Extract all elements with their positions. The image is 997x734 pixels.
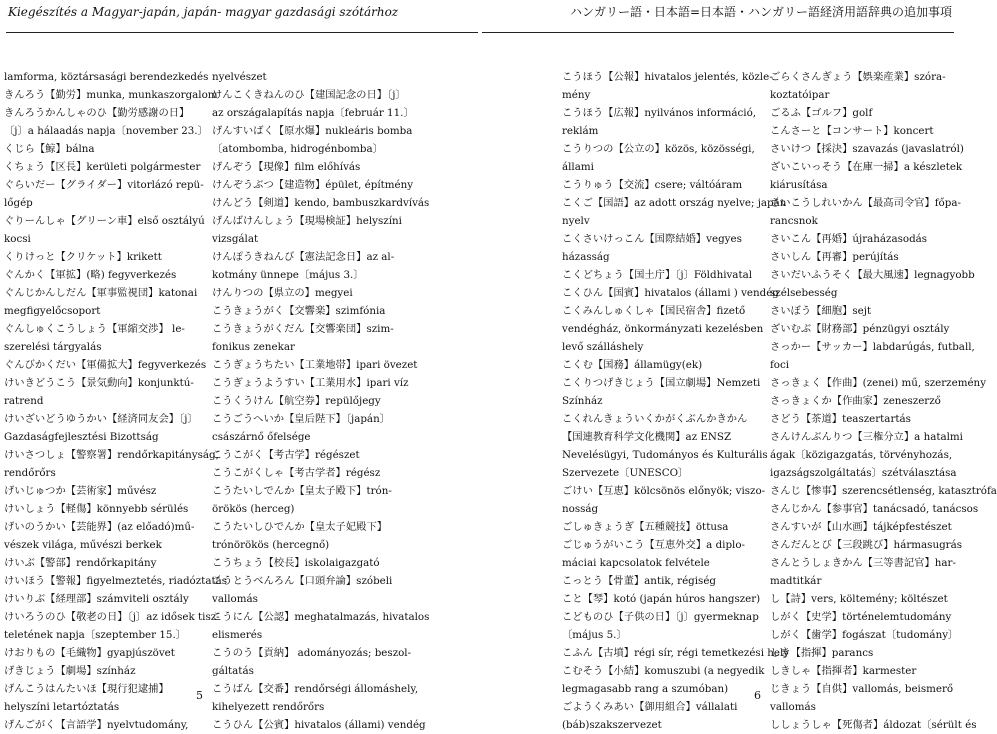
dictionary-line: こくむ【国務】államügy(ek) [562, 359, 703, 371]
dictionary-line: szélsebesség [770, 287, 838, 299]
dictionary-line: trónörökös (hercegnő) [212, 539, 330, 551]
dictionary-line: igazságszolgáltatás〕szétválasztása [770, 467, 957, 479]
dictionary-line: こうきょうがく【交響楽】szimfónia [212, 305, 386, 317]
dictionary-line: こうたいしひでんか【皇太子妃殿下】 [212, 521, 388, 533]
dictionary-line: さんけんぶんりつ【三権分立】a hatalmi [770, 431, 963, 443]
dictionary-line: けいぶ【警部】rendőrkapitány [4, 557, 157, 569]
dictionary-line: こうにん【公認】meghatalmazás, hivatalos [212, 611, 430, 623]
dictionary-line: kiárusítása [770, 179, 828, 191]
dictionary-line: さんすいが【山水画】tájképfestészet [770, 521, 952, 533]
dictionary-line: こくご【国語】az adott ország nyelve; japán [562, 197, 787, 209]
dictionary-line: gáltatás [212, 665, 254, 677]
page-number-right: 6 [754, 689, 761, 702]
dictionary-line: ぐんかく【軍拡】(略) fegyverkezés [4, 269, 177, 281]
dictionary-line: きんろう【勤労】munka, munkaszorgalom [4, 89, 218, 101]
dictionary-line: nosság [562, 503, 599, 515]
dictionary-line: こうのう【貢納】 adományozás; beszol- [212, 647, 412, 659]
dictionary-line: ざいこいっそう【在庫一掃】a készletek [770, 161, 963, 173]
dictionary-line: さいぼう【細胞】sejt [770, 305, 872, 317]
dictionary-line: けいほう【警報】figyelmeztetés, riadóztatás [4, 575, 228, 587]
dictionary-line: helyszíni letartóztatás [4, 701, 120, 713]
dictionary-line: Szervezete〔UNESCO〕 [562, 467, 689, 479]
dictionary-line: こうこがく【考古学】régészet [212, 449, 360, 461]
dictionary-line: こうくうけん【航空券】repülőjegy [212, 395, 381, 407]
dictionary-line: 〔atombomba, hidrogénbomba〕 [212, 143, 383, 155]
dictionary-line: ごしゅきょうぎ【五種競技】öttusa [562, 521, 729, 533]
dictionary-line: くりけっと【クリケット】krikett [4, 251, 162, 263]
dictionary-line: こうきょうがくだん【交響楽団】szim- [212, 323, 394, 335]
dictionary-line: házasság [562, 251, 610, 263]
dictionary-line: こうぎょうちたい【工業地帯】ipari övezet [212, 359, 418, 371]
dictionary-line: さんじかん【参事官】tanácsadó, tanácsos [770, 503, 979, 515]
dictionary-column-2 [212, 68, 468, 734]
dictionary-line: császárnő őfelsége [212, 431, 311, 443]
dictionary-line: ごじゅうがいこう【互恵外交】a diplo- [562, 539, 746, 551]
dictionary-line: Színház [562, 395, 603, 407]
dictionary-column-4 [770, 68, 997, 734]
dictionary-line: ぐんじかんしだん【軍事監視団】katonai [4, 287, 198, 299]
dictionary-line: こくれんきょういくかがくぶんかきかん [562, 413, 748, 425]
dictionary-line: ぐりーんしゃ【グリーン車】első osztályú [4, 215, 205, 227]
dictionary-line: vészek világa, művészi berkek [4, 539, 162, 551]
dictionary-line: けいきどうこう【景気動向】konjunktú- [4, 377, 194, 389]
dictionary-line: しき【指揮】parancs [770, 647, 874, 659]
dictionary-line: lőgép [4, 197, 33, 209]
dictionary-line: az országalapítás napja〔február 11.〕 [212, 107, 414, 119]
dictionary-line: ごるふ【ゴルフ】golf [770, 107, 873, 119]
dictionary-line: fonikus zenekar [212, 341, 295, 353]
dictionary-line: さいしん【再審】perújítás [770, 251, 899, 263]
dictionary-line: elismerés [212, 629, 263, 641]
dictionary-line: こうたいしでんか【皇太子殿下】trón- [212, 485, 392, 497]
dictionary-line: vallomás [770, 701, 816, 713]
dictionary-line: さんじ【惨事】szerencsétlenség, katasztrófa [770, 485, 997, 497]
dictionary-line: しきしゃ【指揮者】karmester [770, 665, 917, 677]
dictionary-line: foci [770, 359, 790, 371]
dictionary-line: vizsgálat [212, 233, 259, 245]
dictionary-line: nyelv [562, 215, 590, 227]
dictionary-line: こふん【古墳】régi sír, régi temetkezési hely [562, 647, 790, 659]
dictionary-line: きんろうかんしゃのひ【勤労感謝の日】 [4, 107, 190, 119]
dictionary-line: állami [562, 161, 594, 173]
dictionary-line: さっきょくか【作曲家】zeneszerző [770, 395, 941, 407]
dictionary-line: reklám [562, 125, 599, 137]
dictionary-line: げいのうかい【芸能界】(az előadó)mű- [4, 521, 195, 533]
dictionary-line: し【詩】vers, költemény; költészet [770, 593, 948, 605]
dictionary-line: こどものひ【子供の日】〔j〕gyermeknap [562, 611, 759, 623]
header-left-title: Kiegészítés a Magyar-japán, japán- magyar gazdasági szótárhoz [8, 5, 399, 19]
dictionary-line: けいりぶ【経理部】számviteli osztály [4, 593, 189, 605]
dictionary-line: さいけつ【採決】szavazás (javaslatról) [770, 143, 964, 155]
header-rule-right [482, 32, 954, 33]
dictionary-line: mény [562, 89, 591, 101]
dictionary-line: こくりつげきじょう【国立劇場】Nemzeti [562, 377, 761, 389]
dictionary-line: ぐんしゅくこうしょう【軍縮交渉】 le- [4, 323, 185, 335]
dictionary-line: (báb)szakszervezet [562, 719, 662, 731]
dictionary-line: けいさつしょ【警察署】rendőrkapitányság, [4, 449, 219, 461]
dictionary-line: こっとう【骨董】antik, régiség [562, 575, 717, 587]
dictionary-line: szerelési tárgyalás [4, 341, 102, 353]
dictionary-line: kihelyezett rendőrőrs [212, 701, 325, 713]
dictionary-line: けいしょう【軽傷】könnyebb sérülés [4, 503, 189, 515]
dictionary-line: kocsi [4, 233, 31, 245]
dictionary-line: nyelvészet [212, 71, 267, 83]
header-rule-left [6, 32, 478, 33]
dictionary-line: さいこうしれいかん【最高司令官】főpa- [770, 197, 961, 209]
dictionary-line: こうこがくしゃ【考古学者】régész [212, 467, 381, 479]
dictionary-line: こくみんしゅくしゃ【国民宿舎】fizető [562, 305, 746, 317]
dictionary-line: teletének napja〔szeptember 15.〕 [4, 629, 187, 641]
dictionary-line: けおりもの【毛織物】gyapjúszövet [4, 647, 175, 659]
dictionary-line: 〔j〕a hálaadás napja〔november 23.〕 [4, 125, 208, 137]
dictionary-line: さいだいふうそく【最大風速】legnagyobb [770, 269, 975, 281]
dictionary-line: げんこうはんたいほ【現行犯逮捕】 [4, 683, 169, 695]
dictionary-line: こうりゅう【交流】csere; váltóáram [562, 179, 743, 191]
dictionary-line: げきじょう【劇場】színház [4, 665, 136, 677]
dictionary-line: げんごがく【言語学】nyelvtudomány, [4, 719, 189, 731]
dictionary-line: こくどちょう【国土庁】〔j〕Földhivatal [562, 269, 753, 281]
dictionary-line: げんぞう【現像】film előhívás [212, 161, 361, 173]
dictionary-line: こんさーと【コンサート】koncert [770, 125, 934, 137]
dictionary-line: lamforma, köztársasági berendezkedés [4, 71, 209, 83]
dictionary-line: さんとうしょきかん【三等書記官】har- [770, 557, 956, 569]
dictionary-line: koztatóipar [770, 89, 830, 101]
dictionary-line: máciai kapcsolatok felvétele [562, 557, 710, 569]
dictionary-line: こくさいけっこん【国際結婚】vegyes [562, 233, 742, 245]
dictionary-line: Nevelésügyi, Tudományos és Kulturális [562, 449, 768, 461]
dictionary-line: rancsnok [770, 215, 818, 227]
dictionary-line: こうごうへいか【皇后陛下】〔japán〕 [212, 413, 390, 425]
dictionary-line: さいこん【再婚】újraházasodás [770, 233, 928, 245]
dictionary-line: くじら【鯨】bálna [4, 143, 95, 155]
dictionary-line: じきょう【自供】vallomás, beismerő [770, 683, 954, 695]
dictionary-line: rendőrőrs [4, 467, 56, 479]
dictionary-line: legmagasabb rang a szumóban) [562, 683, 729, 695]
dictionary-line: örökös (herceg) [212, 503, 295, 515]
dictionary-column-1 [4, 68, 228, 734]
dictionary-line: levő szálláshely [562, 341, 644, 353]
dictionary-line: ぐんびかくだい【軍備拡大】fegyverkezés [4, 359, 207, 371]
dictionary-line: さどう【茶道】teaszertartás [770, 413, 911, 425]
dictionary-line: ざいむぶ【財務部】pénzügyi osztály [770, 323, 950, 335]
dictionary-line: こうほう【広報】nyilvános információ, [562, 107, 757, 119]
dictionary-line: 【国連教育科学文化機関】az ENSZ [562, 431, 732, 443]
dictionary-line: ごけい【互恵】kölcsönös előnyök; viszo- [562, 485, 766, 497]
dictionary-line: さっかー【サッカー】labdarúgás, futball, [770, 341, 975, 353]
dictionary-line: こうばん【交番】rendőrségi állomáshely, [212, 683, 419, 695]
dictionary-line: けんぞうぶつ【建造物】épület, építmény [212, 179, 414, 191]
page-number-left: 5 [196, 689, 203, 702]
dictionary-line: げんすいばく【原水爆】nukleáris bomba [212, 125, 413, 137]
dictionary-line: けんりつの【県立の】megyei [212, 287, 353, 299]
dictionary-line: ごらくさんぎょう【娯楽産業】szóra- [770, 71, 946, 83]
dictionary-line: ししょうしゃ【死傷者】áldozat〔sérült és [770, 719, 977, 731]
dictionary-line: ágak〔közigazgatás, törvényhozás, [770, 449, 953, 461]
dictionary-line: こくひん【国賓】hivatalos (állami ) vendég [562, 287, 779, 299]
dictionary-line: けいろうのひ【敬老の日】〔j〕az idősek tisz- [4, 611, 220, 623]
dictionary-line: ぐらいだー【グライダー】vitorlázó repü- [4, 179, 204, 191]
dictionary-line: こと【琴】kotó (japán húros hangszer) [562, 593, 761, 605]
dictionary-line: けいざいどうゆうかい【経済同友会】〔j〕 [4, 413, 198, 425]
dictionary-line: こうほう【公報】hivatalos jelentés, közle- [562, 71, 773, 83]
dictionary-line: げんばけんしょう【現場検証】helyszíni [212, 215, 402, 227]
dictionary-line: こうひん【公賓】hivatalos (állami) vendég [212, 719, 426, 731]
dictionary-line: けんぽうきねんび【憲法記念日】az al- [212, 251, 395, 263]
dictionary-line: 〔május 5.〕 [562, 629, 627, 641]
dictionary-line: megfigyelőcsoport [4, 305, 101, 317]
header-right-title: ハンガリー語・日本語=日本語・ハンガリー語経済用語辞典の追加事項 [569, 5, 952, 19]
dictionary-line: madtitkár [770, 575, 822, 587]
dictionary-line: けんこくきねんのひ【建国記念の日】〔j〕 [212, 89, 406, 101]
dictionary-line: さっきょく【作曲】(zenei) mű, szerzemény [770, 377, 987, 389]
dictionary-line: ratrend [4, 395, 44, 407]
dictionary-line: くちょう【区長】kerületi polgármester [4, 161, 201, 173]
dictionary-line: こむそう【小結】komuszubi (a negyedik [562, 665, 765, 677]
dictionary-line: しがく【歯学】fogászat〔tudomány〕 [770, 629, 959, 641]
dictionary-line: こうとうべんろん【口頭弁論】szóbeli [212, 575, 393, 587]
dictionary-line: kotmány ünnepe〔május 3.〕 [212, 269, 364, 281]
dictionary-line: けんどう【剣道】kendo, bambuszkardvívás [212, 197, 430, 209]
dictionary-line: こうちょう【校長】iskolaigazgató [212, 557, 380, 569]
dictionary-line: こうぎょうようすい【工業用水】ipari víz [212, 377, 409, 389]
dictionary-line: しがく【史学】történelemtudomány [770, 611, 952, 623]
dictionary-line: げいじゅつか【芸術家】művész [4, 485, 157, 497]
dictionary-line: こうりつの【公立の】közös, közösségi, [562, 143, 755, 155]
dictionary-line: さんだんとび【三段跳び】hármasugrás [770, 539, 963, 551]
dictionary-line: ごようくみあい【御用組合】vállalati [562, 701, 738, 713]
dictionary-line: vendégház, önkormányzati kezelésben [562, 323, 764, 335]
dictionary-line: vallomás [212, 593, 258, 605]
dictionary-line: Gazdaságfejlesztési Bizottság [4, 431, 159, 443]
